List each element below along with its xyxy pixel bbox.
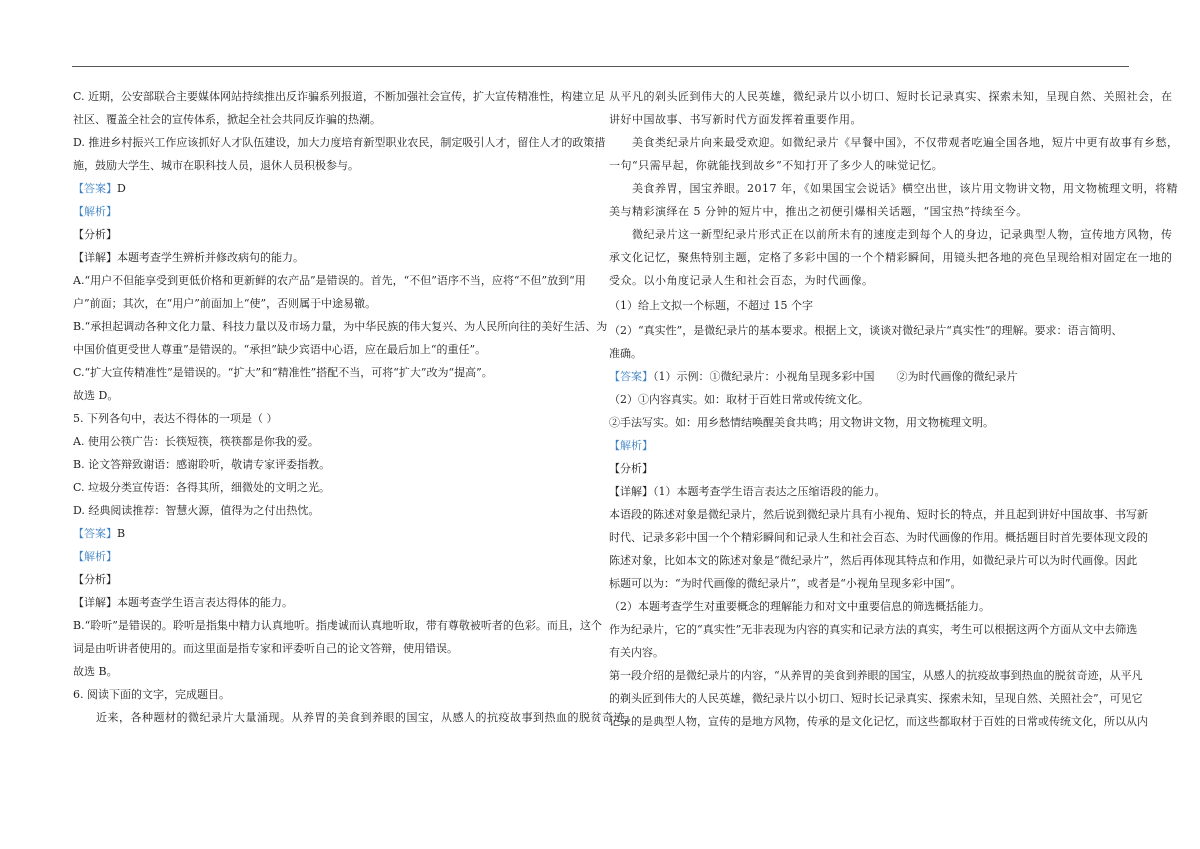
text-line: 准确。: [609, 347, 642, 360]
answer-line: [73, 182, 593, 196]
text-line: 承文化记忆，聚焦特别主题，定格了多彩中国的一个个精彩瞬间，用镜头把各地的亮色呈现给相对固定在一地的: [609, 251, 1173, 264]
text-line: 美食养胃，国宝养眼。2017 年，《如果国宝会说话》横空出世，该片用文物讲文物，用文物梳理文明，将精: [609, 182, 1178, 195]
text-line: 施，鼓励大学生、城市在职科技人员，退休人员积极参与。: [73, 159, 359, 172]
text-line: 【分析】: [73, 573, 117, 586]
text-line: C. 垃圾分类宣传语：各得其所，细微处的文明之光。: [73, 481, 331, 494]
answer-label: 【答案】: [609, 370, 653, 383]
text-line: 词是由听讲者使用的。而这里面是指专家和评委听自己的论文答辩，使用错误。: [73, 642, 458, 655]
text-line: 时代、记录多彩中国一个个精彩瞬间和记录人生和社会百态、为时代画像的作用。概括题目时首先要体现文段的: [609, 531, 1148, 544]
answer-label: 【答案】: [73, 182, 117, 195]
text-line: 从平凡的剁头匠到伟大的人民英雄，微纪录片以小切口、短时长记录真实、探索未知，呈现自然、关照社会，在: [609, 90, 1173, 103]
text-line: 美食类纪录片向来最受欢迎。如微纪录片《早餐中国》，不仅带观者吃遍全国各地，短片中更有故事有乡愁，: [609, 136, 1179, 149]
text-line: 微纪录片这一新型纪录片形式正在以前所未有的速度走到每个人的身边，记录典型人物，宣传地方风物，传: [609, 228, 1173, 241]
text-line: A. 使用公筷广告：长筷短筷，筷筷都是你我的爱。: [73, 435, 319, 448]
text-line: 6. 阅读下面的文字，完成题目。: [73, 688, 230, 701]
text-line: C. 近期，公安部联合主要媒体网站持续推出反诈骗系列报道，不断加强社会宣传，扩大宣传精准性，构建立足: [73, 90, 606, 103]
text-line: （1）给上文拟一个标题，不超过 15 个字: [609, 299, 813, 312]
header-rule: [72, 66, 1129, 67]
text-line: A.“用户不但能享受到更低价格和更新鲜的农产品”是错误的。首先，“不但”语序不当，应将“不但”放到“用: [73, 274, 586, 287]
answer-text: B: [117, 527, 126, 540]
text-line: 故选 B。: [73, 665, 118, 678]
text-line: （2）①内容真实。如：取材于百姓日常或传统文化。: [609, 393, 869, 406]
text-line: 中国价值更受世人尊重”是错误的。“承担”缺少宾语中心语，应在最后加上“的重任”。: [73, 343, 487, 356]
text-line: 故选 D。: [73, 389, 119, 402]
text-line: 记录的是典型人物，宣传的是地方风物，传承的是文化记忆，而这些都取材于百姓的日常或传统文化，所以从内: [609, 715, 1148, 728]
text-line: （2）“真实性”，是微纪录片的基本要求。根据上文，谈谈对微纪录片“真实性”的理解。要求：语言简明、: [609, 324, 1123, 337]
right-column: [609, 90, 1179, 729]
text-line: 社区、覆盖全社会的宣传体系，掀起全社会共同反诈骗的热潮。: [73, 113, 381, 126]
text-line: 【详解】本题考查学生语言表达得体的能力。: [73, 596, 293, 609]
text-line: 讲好中国故事、书写新时代方面发挥着重要作用。: [609, 113, 862, 126]
text-line: B. 论文答辩致谢语：感谢聆听，敬请专家评委指教。: [73, 458, 331, 471]
text-line: 美与精彩演绎在 5 分钟的短片中，推出之初便引爆相关话题，“国宝热”持续至今。: [609, 205, 1028, 218]
text-line: （2）本题考查学生对重要概念的理解能力和对文中重要信息的筛选概括能力。: [609, 600, 990, 613]
answer-label: 【答案】: [73, 527, 117, 540]
text-line: 标题可以为：“为时代画像的微纪录片”，或者是“小视角呈现多彩中国”。: [609, 577, 962, 590]
text-line: 【详解】本题考查学生辨析并修改病句的能力。: [73, 251, 304, 264]
text-line: 5. 下列各句中，表达不得体的一项是（ ）: [73, 412, 278, 425]
text-line: 【分析】: [73, 228, 117, 241]
answer-text: D: [117, 182, 126, 195]
analysis-label: 【解析】: [73, 550, 117, 563]
text-line: 的剃头匠到伟大的人民英雄，微纪录片以小切口、短时长记录真实、探索未知，呈现自然、关照社会”，可见它: [609, 692, 1143, 705]
text-line: 【分析】: [609, 462, 653, 475]
text-line: D. 经典阅读推荐：智慧火源，值得为之付出热忱。: [73, 504, 320, 517]
answer-line: [73, 527, 593, 541]
analysis-label: 【解析】: [609, 439, 653, 452]
text-line: 【详解】（1）本题考查学生语言表达之压缩语段的能力。: [609, 485, 886, 498]
answer-line: [609, 370, 1131, 384]
text-line: D. 推进乡村振兴工作应该抓好人才队伍建设，加大力度培育新型职业农民，制定吸引人才，留住人才的政策措: [73, 136, 606, 149]
analysis-label: 【解析】: [73, 205, 117, 218]
text-line: 第一段介绍的是微纪录片的内容，“从养胃的美食到养眼的国宝，从感人的抗疫故事到热血的脱贫奇迹，从平凡: [609, 669, 1143, 682]
text-line: C.“扩大宣传精准性”是错误的。“扩大”和“精准性”搭配不当，可将“扩大”改为“提高”。: [73, 366, 493, 379]
text-line: B.“承担起调动各种文化力量、科技力量以及市场力量，为中华民族的伟大复兴、为人民所向往的美好生活、为: [73, 320, 608, 333]
text-line: 陈述对象，比如本文的陈述对象是“微纪录片”，然后再体现其特点和作用，如微纪录片可以为时代画像。因此: [609, 554, 1138, 567]
text-line: 作为纪录片，它的“真实性”无非表现为内容的真实和记录方法的真实，考生可以根据这两个方面从文中去筛选: [609, 623, 1138, 636]
text-line: 户”前面；其次，在“用户”前面加上“使”，否则属于中途易辙。: [73, 297, 377, 310]
text-line: 受众。以小角度记录人生和社会百态，为时代画像。: [609, 274, 874, 287]
text-line: ②手法写实。如：用乡愁情结唤醒美食共鸣；用文物讲文物，用文物梳理文明。: [609, 416, 994, 429]
text-line: B.“聆听”是错误的。聆听是指集中精力认真地听。指虔诚而认真地听取，带有尊敬被听者的色彩。而且，这个: [73, 619, 602, 632]
text-line: 有关内容。: [609, 646, 664, 659]
text-line: 一句“只需早起，你就能找到故乡”不知打开了多少人的味觉记忆。: [609, 159, 944, 172]
answer-text: （1）示例：①微纪录片：小视角呈现多彩中国 ②为时代画像的微纪录片: [653, 370, 1018, 383]
text-line: 近来，各种题材的微纪录片大量涌现。从养胃的美食到养眼的国宝，从感人的抗疫故事到热血的脱贫奇迹，: [73, 711, 637, 724]
text-line: 本语段的陈述对象是微纪录片，然后说到微纪录片具有小视角、短时长的特点，并且起到讲好中国故事、书写新: [609, 508, 1148, 521]
